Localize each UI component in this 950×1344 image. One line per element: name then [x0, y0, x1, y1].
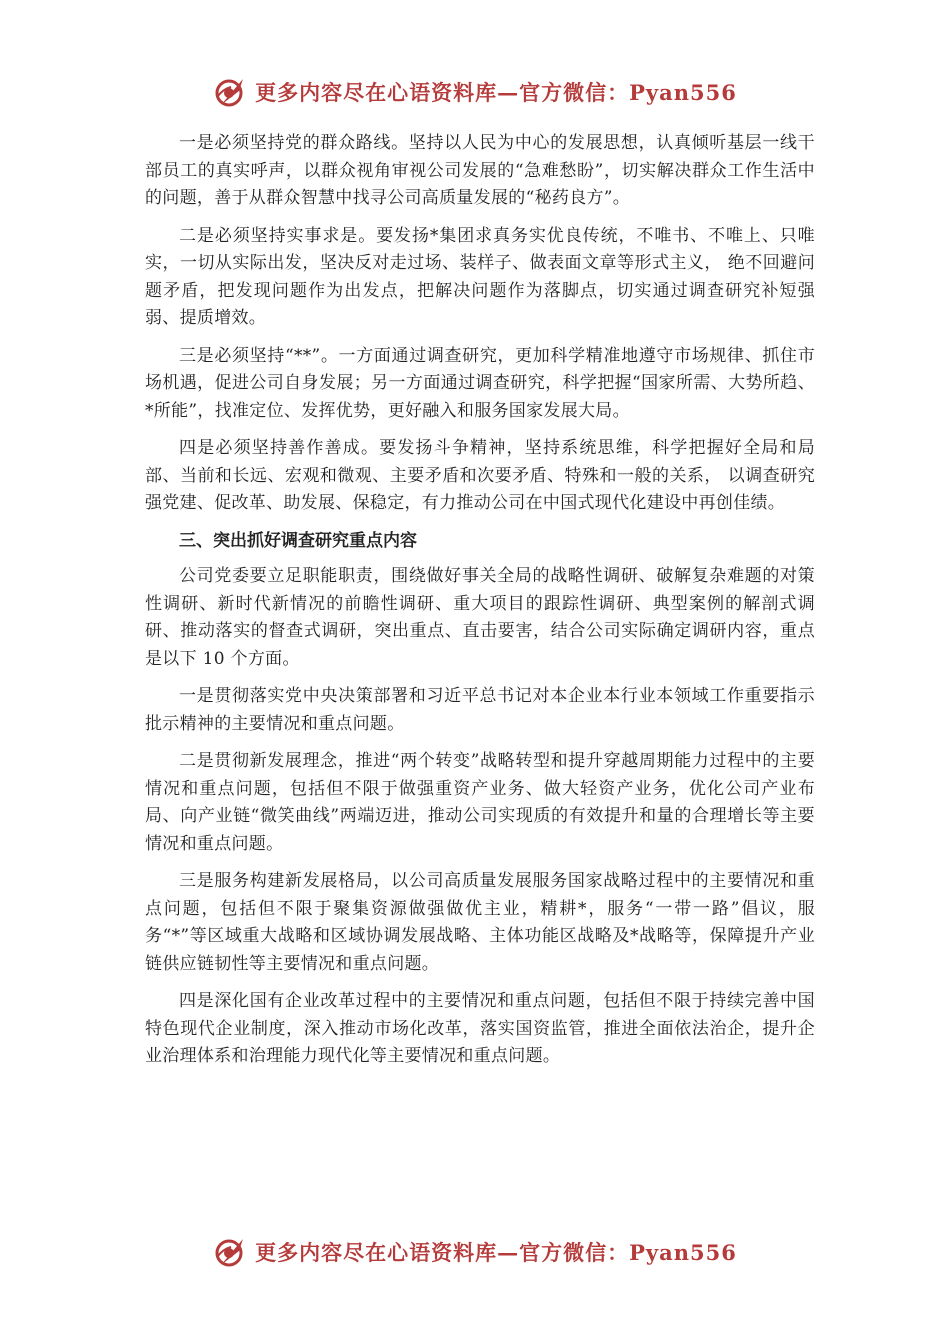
- paragraph: 三是必须坚持“**”。一方面通过调查研究，更加科学精准地遵守市场规律、抓住市场机遇，促进公司自身发展；另一方面通过调查研究，科学把握“国家所需、大势所趋、*所能”，找准定位、发挥优势，更好融入和服务国家发展大局。: [145, 345, 815, 421]
- paragraph: 一是必须坚持党的群众路线。坚持以人民为中心的发展思想，认真倾听基层一线干部员工的真实呼声，以群众视角审视公司发展的“急难愁盼”，切实解决群众工作生活中的问题，善于从群众智慧中找寻公司高质量发展的“秘药良方”。: [145, 133, 815, 208]
- banner-text: 更多内容尽在心语资料库—官方微信：Pyan556: [255, 1240, 737, 1265]
- paragraph: 公司党委要立足职能职责，围绕做好事关全局的战略性调研、破解复杂难题的对策性调研、新时代新情况的前瞻性调研、重大项目的跟踪性调研、典型案例的解剖式调研、推动落实的督查式调研，突出重点、直击要害，结合公司实际确定调研内容，重点是以下 10 个方面。: [145, 566, 815, 669]
- banner-text: 更多内容尽在心语资料库—官方微信：Pyan556: [255, 80, 737, 105]
- quill-seal-logo-icon: [213, 75, 247, 109]
- footer-banner: [0, 1232, 950, 1272]
- header-banner: [0, 72, 950, 112]
- paragraph: 三是服务构建新发展格局，以公司高质量发展服务国家战略过程中的主要情况和重点问题，包括但不限于聚集资源做强做优主业，精耕*，服务“一带一路”倡议，服务“*”等区域重大战略和区域协调发展战略、主体功能区战略及*战略等，保障提升产业链供应链韧性等主要情况和重点问题。: [145, 871, 815, 974]
- quill-seal-logo-icon: [213, 1235, 247, 1269]
- document-body: [145, 130, 815, 1081]
- paragraph: 四是深化国有企业改革过程中的主要情况和重点问题，包括但不限于持续完善中国特色现代企业制度，深入推动市场化改革，落实国资监管，推进全面依法治企，提升企业治理体系和治理能力现代化等主要情况和重点问题。: [145, 991, 815, 1066]
- paragraph: 四是必须坚持善作善成。要发扬斗争精神，坚持系统思维，科学把握好全局和局部、当前和长远、宏观和微观、主要矛盾和次要矛盾、特殊和一般的关系， 以调查研究强党建、促改革、助发展、保稳定，有力推动公司在中国式现代化建设中再创佳绩。: [145, 438, 815, 513]
- paragraph: 二是必须坚持实事求是。要发扬*集团求真务实优良传统，不唯书、不唯上、只唯实，一切从实际出发，坚决反对走过场、装样子、做表面文章等形式主义， 绝不回避问题矛盾，把发现问题作为出发点，把解决问题作为落脚点，切实通过调查研究补短强弱、提质增效。: [145, 225, 815, 328]
- paragraph: 一是贯彻落实党中央决策部署和习近平总书记对本企业本行业本领域工作重要指示批示精神的主要情况和重点问题。: [145, 686, 815, 734]
- section-heading: 三、突出抓好调查研究重点内容: [179, 530, 417, 551]
- paragraph: 二是贯彻新发展理念，推进“两个转变”战略转型和提升穿越周期能力过程中的主要情况和重点问题，包括但不限于做强重资产业务、做大轻资产业务，优化公司产业布局、向产业链“微笑曲线”两端迈进，推动公司实现质的有效提升和量的合理增长等主要情况和重点问题。: [145, 751, 815, 854]
